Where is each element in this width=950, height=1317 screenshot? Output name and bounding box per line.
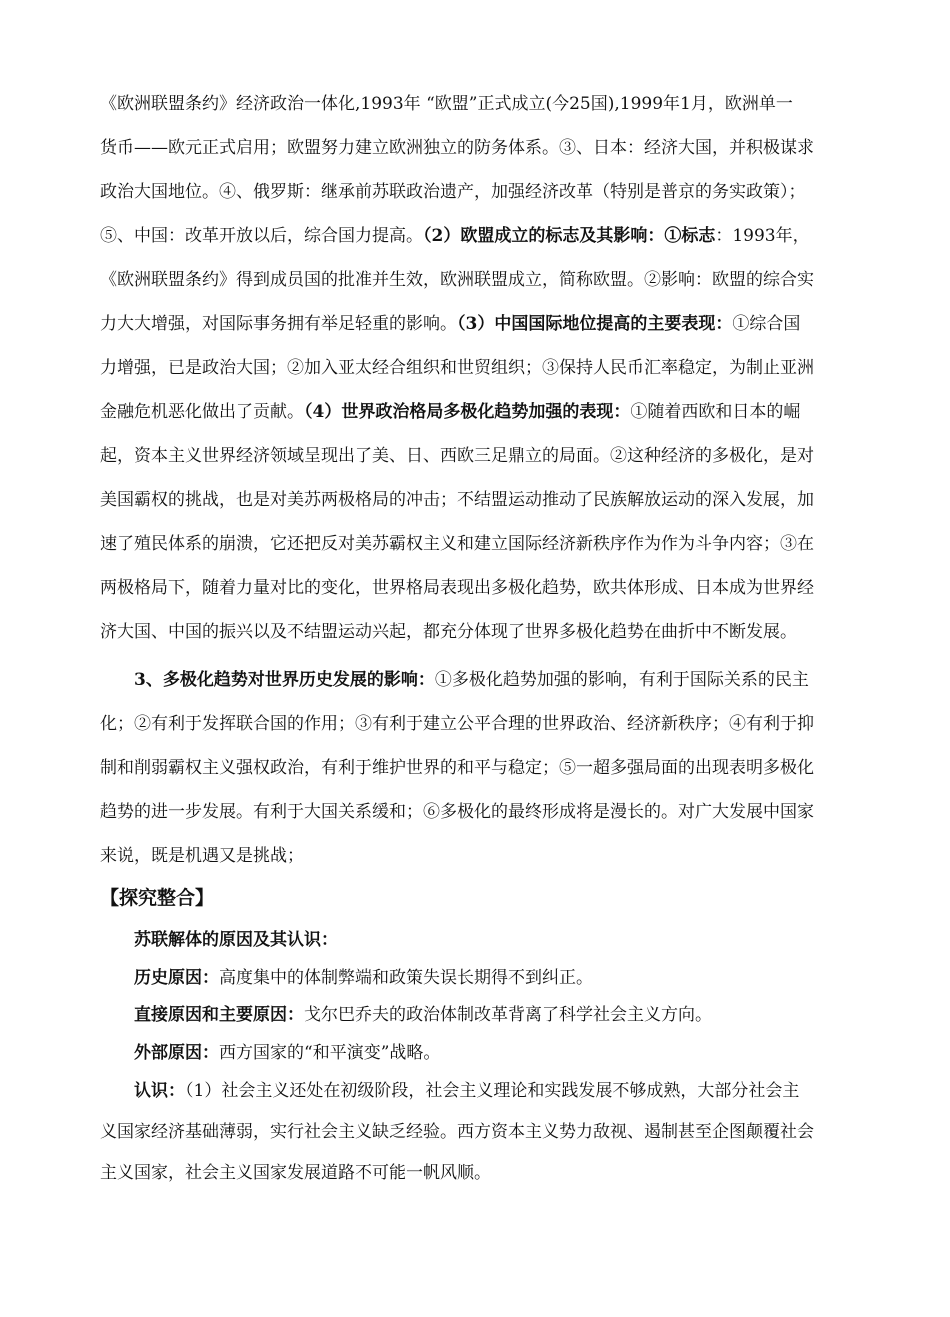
text-run: （1）社会主义还处在初级阶段，社会主义理论和实践发展不够成熟，大部分社会主: [185, 1081, 800, 1101]
text-run: ①综合国: [732, 314, 801, 334]
text-run: ：1993年，: [715, 226, 810, 246]
text-run: 力大大增强，对国际事务拥有举足轻重的影响。: [100, 314, 457, 334]
bold-label-eu-founding: （2）欧盟成立的标志及其影响：①标志: [423, 226, 716, 246]
bold-label-direct: 直接原因和主要原因：: [134, 1005, 304, 1025]
text-line: [134, 668, 809, 692]
text-line: 《欧洲联盟条约》得到成员国的批准并生效，欧洲联盟成立，简称欧盟。②影响：欧盟的综合实: [100, 270, 814, 290]
bold-label-china-status: （3）中国国际地位提高的主要表现：: [457, 314, 733, 334]
text-line: 美国霸权的挑战，也是对美苏两极格局的冲击；不结盟运动推动了民族解放运动的深入发展，加: [100, 490, 814, 510]
text-line: [134, 1003, 712, 1027]
bold-label-multipolar-trend: （4）世界政治格局多极化趋势加强的表现：: [304, 402, 631, 422]
bold-label-historical: 历史原因：: [134, 968, 219, 988]
text-line: [134, 1041, 440, 1065]
text-line: 速了殖民体系的崩溃，它还把反对美苏霸权主义和建立国际经济新秩序作为作为斗争内容；③在: [100, 534, 814, 554]
section-heading: 【探究整合】: [100, 887, 215, 909]
text-run: 金融危机恶化做出了贡献。: [100, 402, 304, 422]
text-run: ①随着西欧和日本的崛: [630, 402, 801, 422]
text-run: 高度集中的体制弊端和政策失误长期得不到纠正。: [219, 968, 593, 988]
text-run: 戈尔巴乔夫的政治体制改革背离了科学社会主义方向。: [304, 1005, 712, 1025]
text-line: [100, 312, 800, 336]
text-line: 义国家经济基础薄弱，实行社会主义缺乏经验。西方资本主义势力敌视、遏制甚至企图颠覆社会: [100, 1122, 814, 1142]
text-line: 济大国、中国的振兴以及不结盟运动兴起，都充分体现了世界多极化趋势在曲折中不断发展。: [100, 622, 797, 642]
text-run: 西方国家的“和平演变”战略。: [219, 1043, 441, 1063]
bold-label-external: 外部原因：: [134, 1043, 219, 1063]
text-line: 趋势的进一步发展。有利于大国关系缓和；⑥多极化的最终形成将是漫长的。对广大发展中国家: [100, 802, 814, 822]
text-line: 起，资本主义世界经济领域呈现出了美、日、西欧三足鼎立的局面。②这种经济的多极化，是对: [100, 446, 814, 466]
bold-label-understanding: 认识：: [134, 1081, 185, 1101]
text-line: 来说，既是机遇又是挑战；: [100, 846, 304, 866]
text-line: [100, 224, 810, 248]
bold-label-impact: 3、多极化趋势对世界历史发展的影响：: [134, 670, 435, 690]
text-line: 货币——欧元正式启用；欧盟努力建立欧洲独立的防务体系。③、日本：经济大国，并积极谋求: [100, 138, 814, 158]
text-run: ⑤、中国：改革开放以后，综合国力提高。: [100, 226, 423, 246]
subheading: 苏联解体的原因及其认识：: [134, 930, 338, 950]
text-line: 《欧洲联盟条约》经济政治一体化,1993年 “欧盟”正式成立(今25国),1999年1月，欧洲单一: [100, 94, 793, 114]
text-line: [100, 400, 800, 424]
text-line: 两极格局下，随着力量对比的变化，世界格局表现出多极化趋势，欧共体形成、日本成为世界经: [100, 578, 814, 598]
text-run: ①多极化趋势加强的影响，有利于国际关系的民主: [434, 670, 809, 690]
text-line: 化；②有利于发挥联合国的作用；③有利于建立公平合理的世界政治、经济新秩序；④有利于抑: [100, 714, 814, 734]
text-line: 力增强，已是政治大国；②加入亚太经合组织和世贸组织；③保持人民币汇率稳定，为制止亚洲: [100, 358, 814, 378]
text-line: 政治大国地位。④、俄罗斯：继承前苏联政治遗产，加强经济改革（特别是普京的务实政策）；: [100, 182, 806, 202]
text-line: [134, 1079, 799, 1103]
text-line: 主义国家，社会主义国家发展道路不可能一帆风顺。: [100, 1163, 491, 1183]
text-line: 制和削弱霸权主义强权政治，有利于维护世界的和平与稳定；⑤一超多强局面的出现表明多极化: [100, 758, 814, 778]
text-line: [134, 966, 593, 990]
